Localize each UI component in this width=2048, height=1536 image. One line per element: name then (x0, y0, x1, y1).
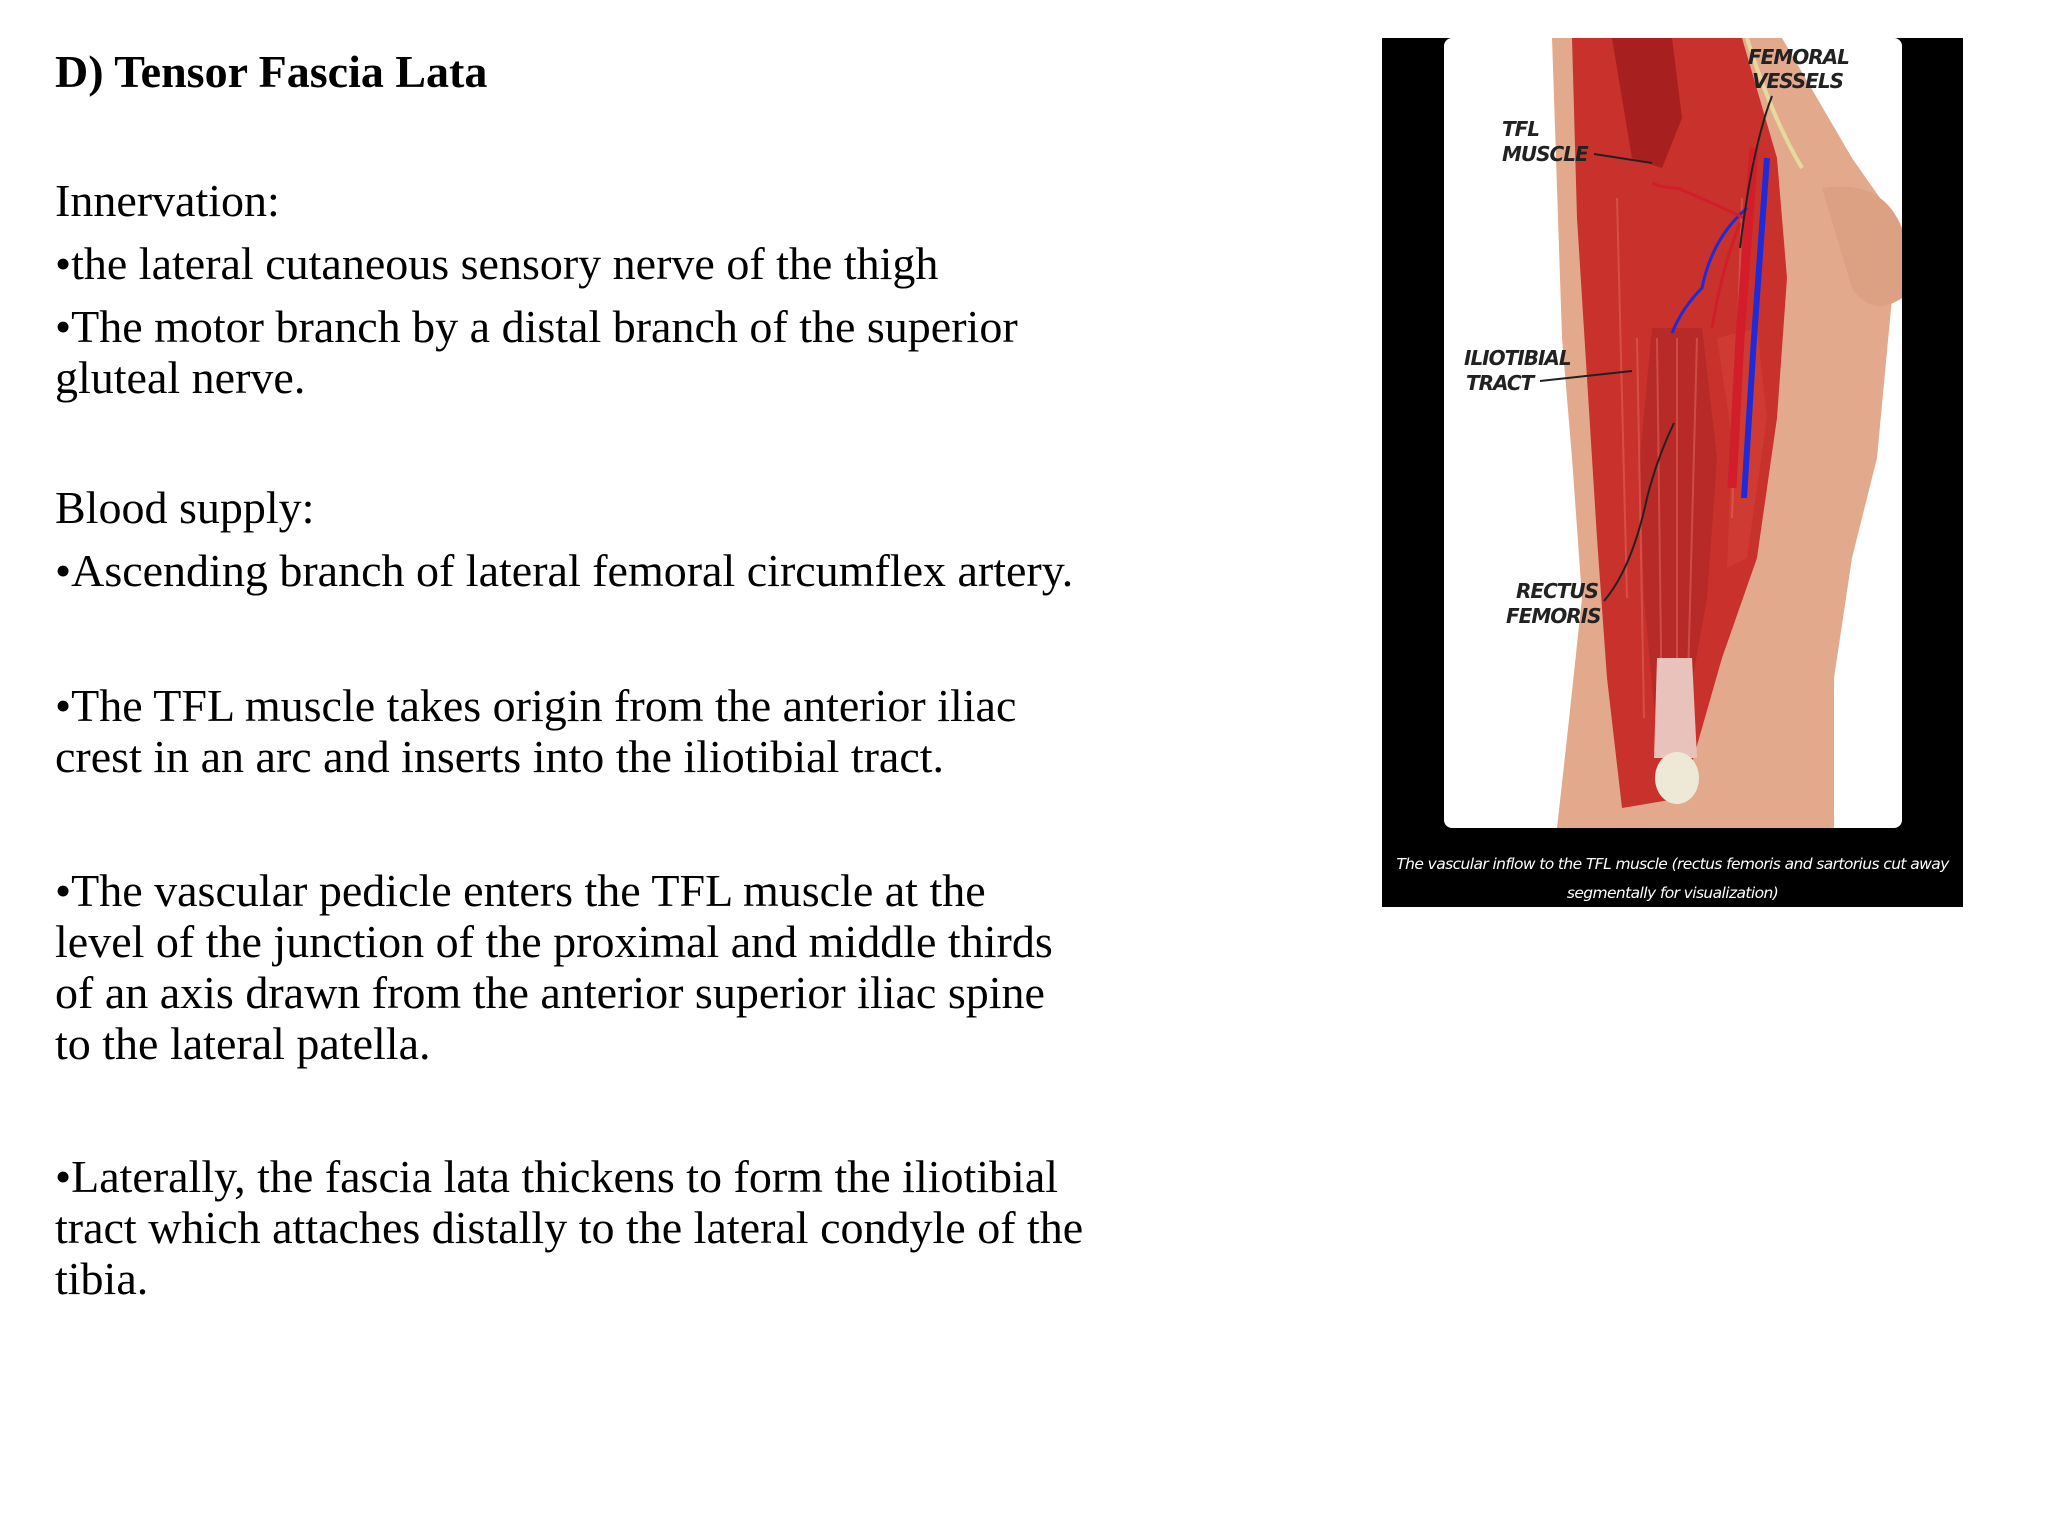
pedicle-paragraph (55, 865, 1235, 1069)
label-tfl-1: TFL (1502, 117, 1540, 141)
blood-supply-heading: Blood supply: (55, 482, 315, 533)
label-femoral-2: VESSELS (1752, 69, 1844, 93)
pedicle-line: •The vascular pedicle enters the TFL muscle at the (55, 865, 986, 916)
thigh-illustration (1382, 38, 1963, 907)
pedicle-line: level of the junction of the proximal and middle thirds (55, 916, 1053, 967)
label-rectus-1: RECTUS (1516, 579, 1599, 603)
label-rectus-2: FEMORIS (1506, 604, 1601, 628)
origin-paragraph (55, 680, 1235, 782)
pedicle-line: of an axis drawn from the anterior superior iliac spine (55, 967, 1045, 1018)
iliotibial-line: tibia. (55, 1253, 149, 1304)
innervation-bullet-sensory: •the lateral cutaneous sensory nerve of the thigh (55, 238, 939, 289)
blood-supply-bullet: •Ascending branch of lateral femoral circumflex artery. (55, 545, 1074, 596)
iliotibial-line: •Laterally, the fascia lata thickens to form the iliotibial (55, 1151, 1059, 1202)
figure-caption (1382, 850, 1963, 908)
origin-line: •The TFL muscle takes origin from the anterior iliac (55, 680, 1017, 731)
blood-supply-section (55, 482, 1235, 596)
label-femoral-1: FEMORAL (1748, 45, 1849, 69)
patella-shape (1655, 752, 1699, 804)
label-itb-2: TRACT (1466, 371, 1534, 395)
origin-line: crest in an arc and inserts into the iliotibial tract. (55, 731, 945, 782)
innervation-heading: Innervation: (55, 175, 280, 226)
slide-title: D) Tensor Fascia Lata (55, 46, 488, 97)
caption-line: The vascular inflow to the TFL muscle (rectus femoris and sartorius cut away (1396, 855, 1949, 873)
innervation-bullet-motor-line1: •The motor branch by a distal branch of the superior (55, 301, 1018, 352)
innervation-bullet-motor-line2: gluteal nerve. (55, 352, 306, 403)
innervation-section (55, 175, 1235, 403)
pedicle-line: to the lateral patella. (55, 1018, 431, 1069)
iliotibial-paragraph (55, 1151, 1235, 1304)
caption-line: segmentally for visualization) (1566, 884, 1779, 902)
iliotibial-line: tract which attaches distally to the lateral condyle of the (55, 1202, 1084, 1253)
quadriceps-tendon (1654, 658, 1697, 758)
label-tfl-2: MUSCLE (1502, 142, 1588, 166)
anatomy-figure (1382, 38, 1963, 907)
label-itb-1: ILIOTIBIAL (1464, 346, 1571, 370)
